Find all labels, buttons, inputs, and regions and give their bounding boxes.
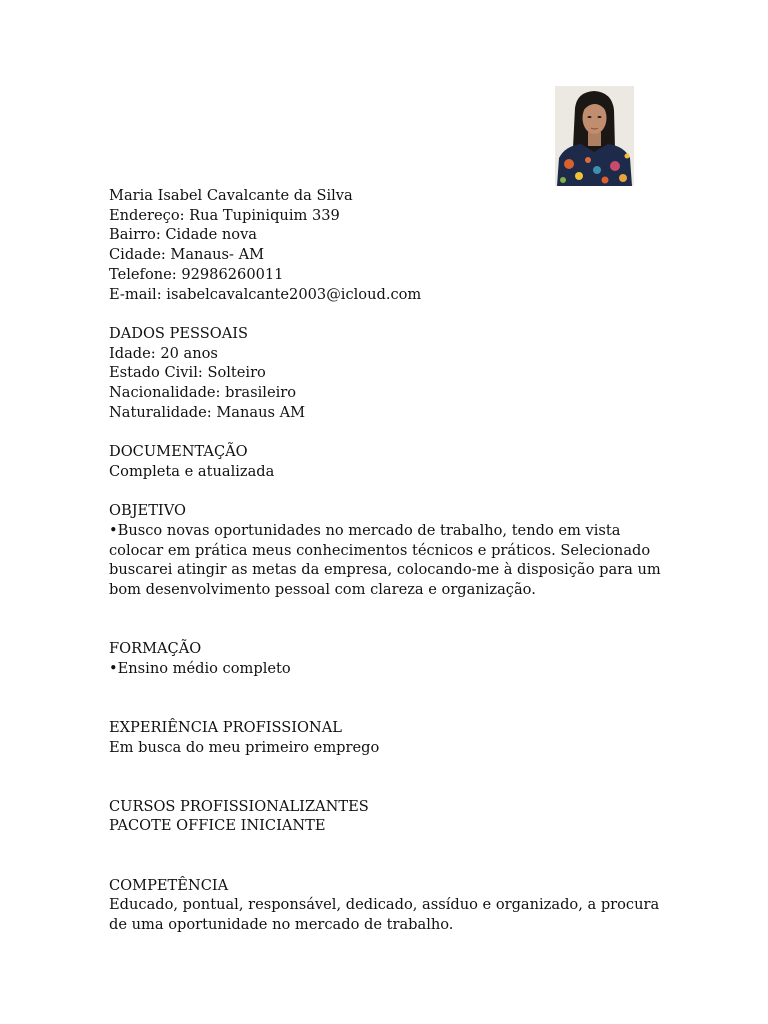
resume-content [109,186,669,935]
courses-text: PACOTE OFFICE INICIANTE [109,817,326,835]
nationality-line: Nacionalidade: brasileiro [109,384,297,402]
objective-text: •Busco novas oportunidades no mercado de trabalho, tendo em vista colocar em prática meus conhecimentos técnicos e práticos. Selecionado buscarei atingir as metas da empresa, colocando-me à disposição para um bom desenvolvimento pessoal com clareza e organização. [109,521,661,599]
age-line: Idade: 20 anos [109,344,218,362]
city-line: Cidade: Manaus- AM [109,246,265,264]
phone-line: Telefone: 92986260011 [109,265,284,283]
birthplace-line: Naturalidade: Manaus AM [109,403,306,421]
education-heading: FORMAÇÃO [109,640,202,658]
address-line: Endereço: Rua Tupiniquim 339 [109,206,340,224]
marital-status-line: Estado Civil: Solteiro [109,364,266,382]
profile-photo [555,86,634,186]
skills-text: Educado, pontual, responsável, dedicado, assíduo e organizado, a procura de uma oportunidade no mercado de trabalho. [109,896,660,933]
experience-text: Em busca do meu primeiro emprego [109,738,380,756]
email-line: E-mail: isabelcavalcante2003@icloud.com [109,285,422,303]
courses-heading: CURSOS PROFISSIONALIZANTES [109,797,369,815]
candidate-name: Maria Isabel Cavalcante da Silva [109,187,353,204]
personal-data-heading: DADOS PESSOAIS [109,324,249,342]
education-text: •Ensino médio completo [109,659,291,677]
documents-text: Completa e atualizada [109,462,275,480]
portrait-image [555,86,634,186]
objective-heading: OBJETIVO [109,502,186,520]
documents-heading: DOCUMENTAÇÃO [109,443,248,461]
skills-heading: COMPETÊNCIA [109,876,229,894]
neighborhood-line: Bairro: Cidade nova [109,226,258,244]
experience-heading: EXPERIÊNCIA PROFISSIONAL [109,718,342,736]
